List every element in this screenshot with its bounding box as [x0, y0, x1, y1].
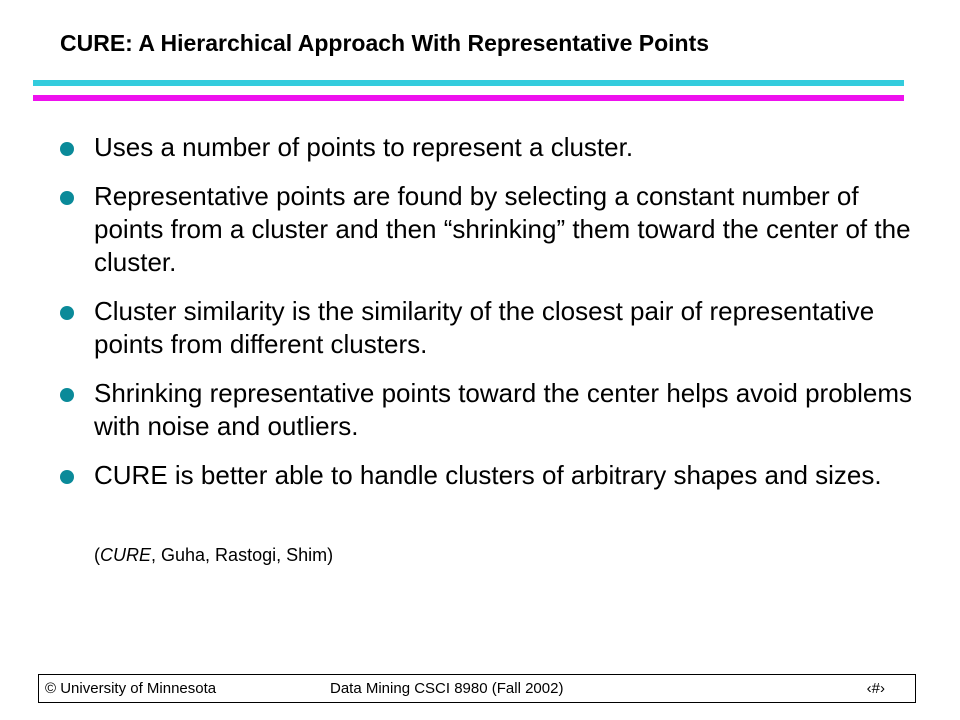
- bullet-text: Uses a number of points to represent a cluster.: [94, 132, 634, 162]
- citation: [94, 545, 333, 566]
- footer: [38, 674, 916, 703]
- footer-course: Data Mining CSCI 8980 (Fall 2002): [330, 680, 564, 697]
- footer-copyright: © University of Minnesota: [45, 680, 217, 697]
- bullet-dot-icon: [60, 191, 74, 205]
- footer-page-number: ‹#›: [866, 680, 885, 697]
- bullet-item: [60, 131, 920, 164]
- bullet-text: CURE is better able to handle clusters of arbitrary shapes and sizes.: [94, 460, 882, 490]
- bullet-dot-icon: [60, 306, 74, 320]
- bullet-item: [60, 180, 920, 279]
- citation-authors: , Guha, Rastogi, Shim): [151, 545, 334, 565]
- title-divider-cyan: [33, 80, 904, 86]
- citation-method: CURE: [100, 545, 152, 565]
- bullet-item: [60, 295, 920, 361]
- bullet-text: Representative points are found by selecting a constant number of points from a cluster and then “shrinking” them toward the center of the cluster.: [94, 181, 911, 277]
- bullet-dot-icon: [60, 470, 74, 484]
- bullet-list: [60, 131, 920, 508]
- bullet-item: [60, 459, 920, 492]
- bullet-text: Cluster similarity is the similarity of the closest pair of representative points from different clusters.: [94, 296, 875, 359]
- bullet-text: Shrinking representative points toward the center helps avoid problems with noise and outliers.: [94, 378, 913, 441]
- title-divider-magenta: [33, 95, 904, 101]
- citation-open: (: [94, 545, 100, 565]
- bullet-dot-icon: [60, 142, 74, 156]
- bullet-item: [60, 377, 920, 443]
- slide-title: CURE: A Hierarchical Approach With Representative Points: [60, 30, 710, 56]
- bullet-dot-icon: [60, 388, 74, 402]
